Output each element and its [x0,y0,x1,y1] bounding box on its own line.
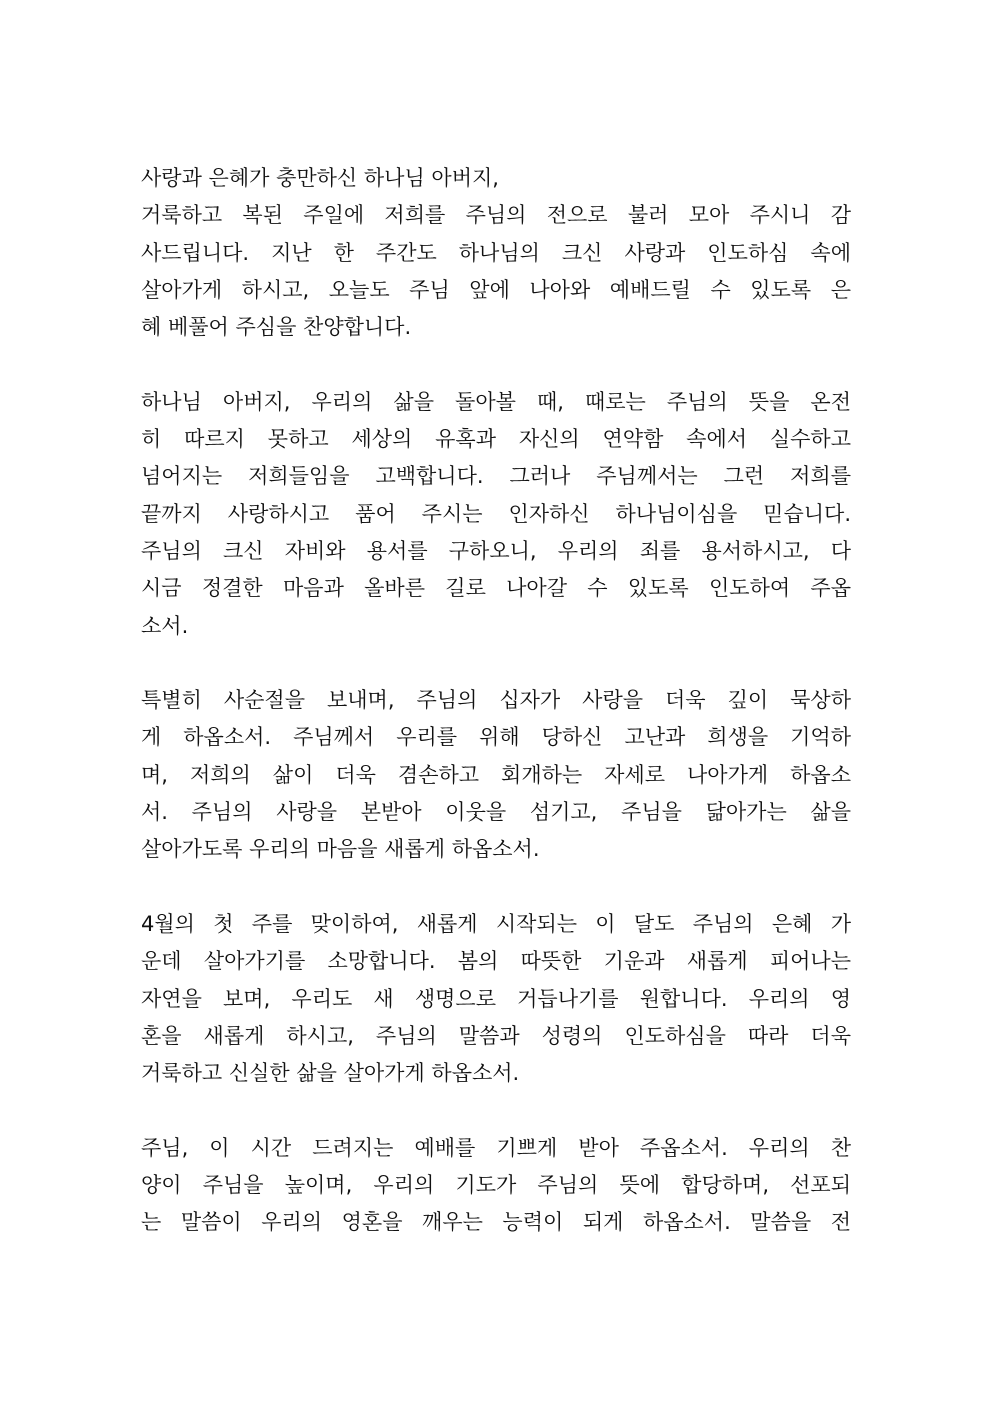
text-line: 는 말씀이 우리의 영혼을 깨우는 능력이 되게 하옵소서. 말씀을 전 [141,1210,851,1235]
text-line: 자연을 보며, 우리도 새 생명으로 거듭나기를 원합니다. 우리의 영 [141,986,851,1011]
text-line: 혜 베풀어 주심을 찬양합니다. [141,315,412,340]
text-line: 운데 살아가기를 소망합니다. 봄의 따뜻한 기운과 새롭게 피어나는 [141,949,851,974]
text-line: 특별히 사순절을 보내며, 주님의 십자가 사랑을 더욱 깊이 묵상하 [141,688,851,713]
text-line: 양이 주님을 높이며, 우리의 기도가 주님의 뜻에 합당하며, 선포되 [141,1173,851,1198]
text-line: 넘어지는 저희들임을 고백합니다. 그러나 주님께서는 그런 저희를 [141,464,851,489]
paragraph-4 [141,906,851,1092]
text-line: 서. 주님의 사랑을 본받아 이웃을 섬기고, 주님을 닮아가는 삶을 [141,800,851,825]
text-line: 주님의 크신 자비와 용서를 구하오니, 우리의 죄를 용서하시고, 다 [141,538,851,563]
text-line: 며, 저희의 삶이 더욱 겸손하고 회개하는 자세로 나아가게 하옵소 [141,762,851,787]
text-line: 거룩하고 신실한 삶을 살아가게 하옵소서. [141,1061,520,1086]
text-line: 시금 정결한 마음과 올바른 길로 나아갈 수 있도록 인도하여 주옵 [141,576,851,601]
text-line: 사드립니다. 지난 한 주간도 하나님의 크신 사랑과 인도하심 속에 [141,240,851,265]
text-line: 살아가도록 우리의 마음을 새롭게 하옵소서. [141,837,540,862]
prayer-text [141,160,851,1242]
paragraph-5 [141,1130,851,1242]
text-line: 게 하옵소서. 주님께서 우리를 위해 당하신 고난과 희생을 기억하 [141,725,851,750]
paragraph-3 [141,682,851,868]
text-line: 4월의 첫 주를 맞이하여, 새롭게 시작되는 이 달도 주님의 은혜 가 [141,911,851,936]
text-line: 끝까지 사랑하시고 품어 주시는 인자하신 하나님이심을 믿습니다. [141,501,851,526]
text-line: 살아가게 하시고, 오늘도 주님 앞에 나아와 예배드릴 수 있도록 은 [141,277,851,302]
text-line: 하나님 아버지, 우리의 삶을 돌아볼 때, 때로는 주님의 뜻을 온전 [141,389,851,414]
text-line: 혼을 새롭게 하시고, 주님의 말씀과 성령의 인도하심을 따라 더욱 [141,1023,851,1048]
text-line: 사랑과 은혜가 충만하신 하나님 아버지, [141,166,499,190]
paragraph-2 [141,384,851,645]
text-line: 히 따르지 못하고 세상의 유혹과 자신의 연약함 속에서 실수하고 [141,427,851,452]
text-line: 소서. [141,613,189,638]
paragraph-1 [141,160,851,346]
text-line: 주님, 이 시간 드려지는 예배를 기쁘게 받아 주옵소서. 우리의 찬 [141,1135,851,1160]
text-line: 거룩하고 복된 주일에 저희를 주님의 전으로 불러 모아 주시니 감 [141,203,851,228]
